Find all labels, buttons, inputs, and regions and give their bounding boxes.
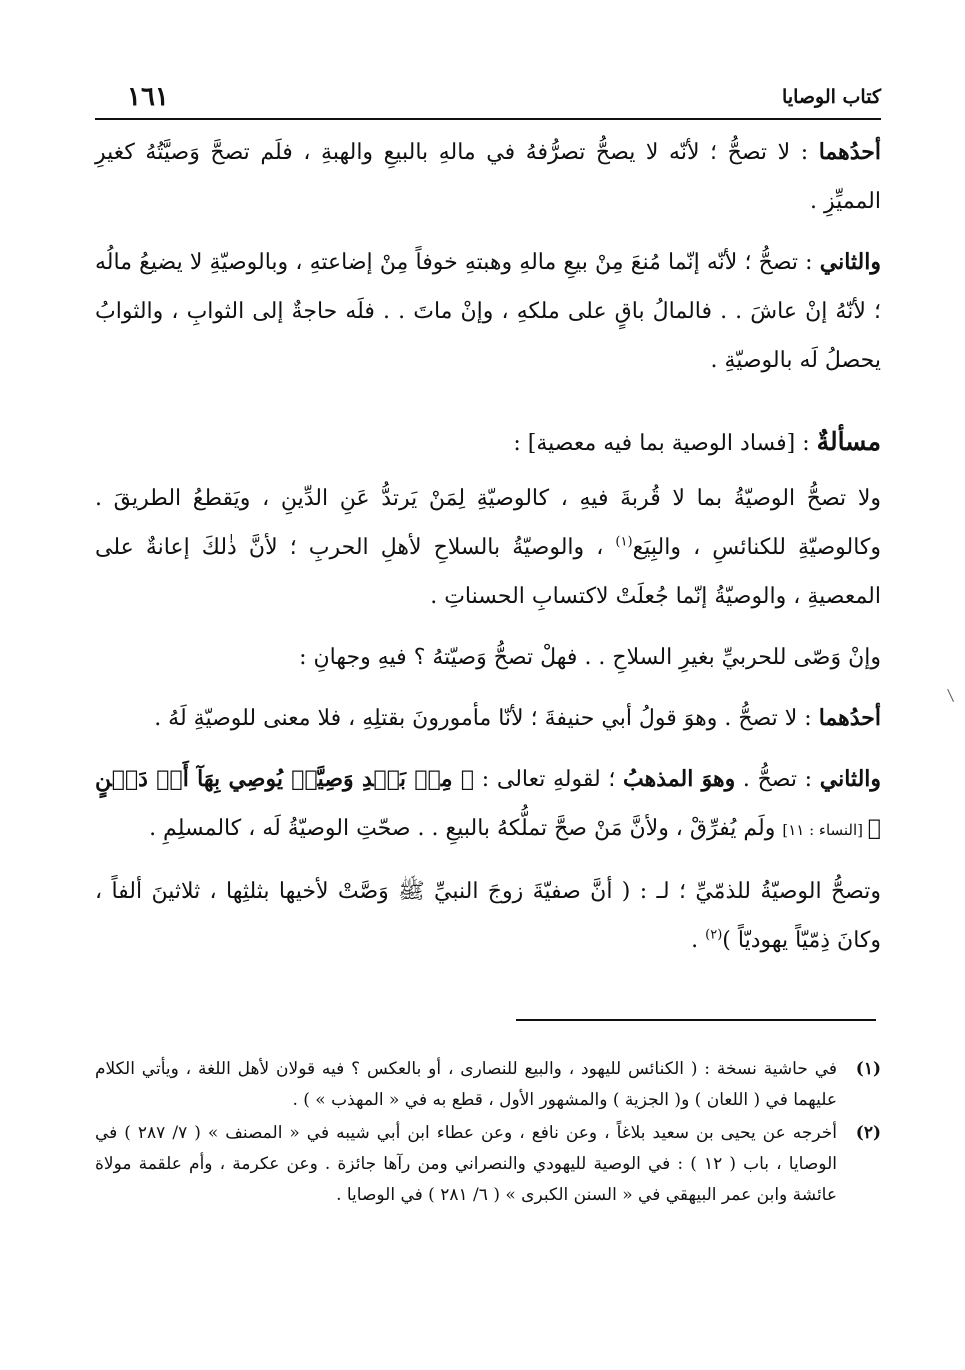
- paragraph-body: وتصحُّ الوصيّةُ للذمّيِّ ؛ لـ : ( أنَّ صفيّةَ زوجَ النبيِّ ﷺ وَصَّتْ لأخيها بثلثِها ، ثلاثينَ ألفاً ، وكانَ ذِمّيّاً يهوديّاً ): [95, 879, 881, 953]
- page-header: [95, 82, 881, 116]
- footnote-number: (٢): [855, 1123, 881, 1143]
- paragraph-harbi: [95, 633, 881, 682]
- paragraph-first-view: [95, 128, 881, 226]
- paragraph-lead: والثاني: [819, 249, 881, 275]
- footnotes: [95, 1054, 881, 1213]
- footnote-marker[interactable]: (١): [615, 534, 633, 550]
- paragraph-body: : تصحُّ .: [735, 767, 820, 792]
- paragraph-body: ؛ لقولهِ تعالى :: [474, 767, 624, 792]
- paragraph-lead: أحدُهما: [818, 139, 881, 165]
- paragraph-ruling: [95, 474, 881, 621]
- footnote-number: (١): [855, 1059, 881, 1079]
- footnote-text: أخرجه عن يحيى بن سعيد بلاغاً ، وعن نافع ، وعن عطاء ابن أبي شيبه في « المصنف » ( ٧/ ٢٨٧ ) في الوصايا ، باب ( ١٢ ) : في الوصية لليهودي والنصراني ومن رآها جائزة . وعن عكرمة ، وأم علقمة مولاة عائشة وابن عمر البيهقي في « السنن الكبرى » ( ٦/ ٢٨١ ) في الوصايا .: [95, 1123, 837, 1205]
- margin-mark: [947, 688, 956, 702]
- section-heading: [95, 417, 881, 468]
- paragraph-body: : لا تصحُّ ؛ لأنّه لا يصحُّ تصرُّفهُ في مالهِ بالبيعِ والهبةِ ، فلَم تصحَّ وَصيَّتُهُ كغيرِ المميِّزِ .: [95, 140, 881, 214]
- heading-title: : [فساد الوصية بما فيه معصية] :: [513, 431, 817, 456]
- heading-lead: مسألةٌ: [816, 427, 881, 456]
- paragraph-body-continued: .: [691, 928, 706, 953]
- header-divider: [95, 118, 881, 120]
- page-number: ١٦١: [127, 82, 169, 112]
- paragraph-body-continued: ولَم يُفرِّقْ ، ولأنَّ مَنْ صحَّ تملُّكهُ بالبيعِ . . صحّتِ الوصيّةُ لَه ، كالمسلِمِ .: [149, 816, 783, 841]
- paragraph-body: : لا تصحُّ . وهوَ قولُ أبي حنيفةَ ؛ لأنّا مأمورونَ بقتلِهِ ، فلا معنى للوصيّةِ لَهُ .: [154, 706, 819, 731]
- paragraph-body: : تصحُّ ؛ لأنّه إنّما مُنعَ مِنْ بيعِ مالهِ وهبتهِ خوفاً مِنْ إضاعتهِ ، وبالوصيّةِ لا يضيعُ مالُه ؛ لأنّهُ إنْ عاشَ . . فالمالُ باقٍ على ملكهِ ، وإنْ ماتَ . . فلَه حاجةٌ إلى الثوابِ ، والثوابُ يحصلُ لَه بالوصيّةِ .: [95, 250, 881, 373]
- paragraph-lead: أحدُهما: [818, 705, 881, 731]
- paragraph-second-view: [95, 238, 881, 385]
- paragraph-lead: والثاني: [819, 766, 882, 792]
- footnote: [95, 1118, 881, 1211]
- footnote-text: في حاشية نسخة : ( الكنائس لليهود ، والبيع للنصارى ، أو بالعكس ؟ فيه قولان لأهل اللغة ، ويأتي الكلام عليهما في ( اللعان ) و( الجزية ) والمشهور الأول ، قطع به في « المهذب » ) .: [95, 1059, 837, 1110]
- footnote-marker[interactable]: (٢): [705, 927, 723, 943]
- footnote-divider: [516, 1019, 876, 1021]
- running-title: كتاب الوصايا: [782, 86, 881, 108]
- paragraph-second-aspect: [95, 755, 881, 855]
- paragraph-first-aspect: [95, 694, 881, 743]
- footnote: [95, 1054, 881, 1116]
- quran-quote: ﴿ مِنۢ بَعۡدِ وَصِيَّةٖ يُوصِي بِهَآ أَوۡ دَيۡنٍ ﴾: [95, 766, 881, 841]
- paragraph-dhimmi: [95, 867, 881, 965]
- paragraph-body: ولا تصحُّ الوصيّةُ بما لا قُربةَ فيهِ ، كالوصيّةِ لِمَنْ يَرتدُّ عَنِ الدِّينِ ، ويَقطعُ الطريقَ . وكالوصيّةِ للكنائسِ ، والبِيَع: [95, 486, 881, 560]
- paragraph-body: وإنْ وَصّى للحربيِّ بغيرِ السلاحِ . . فهلْ تصحُّ وَصيّتهُ ؟ فيهِ وجهانِ :: [299, 645, 881, 670]
- main-text: [95, 128, 881, 977]
- quran-reference: [النساء : ١١]: [782, 821, 868, 839]
- madhhab-label: وهوَ المذهبُ: [623, 766, 736, 792]
- paragraph-body-continued: ، والوصيّةُ بالسلاحِ لأهلِ الحربِ ؛ لأنَّ ذٰلكَ إعانةٌ على المعصيةِ ، والوصيّةُ إنّما جُعلَتْ لاكتسابِ الحسناتِ .: [95, 535, 881, 609]
